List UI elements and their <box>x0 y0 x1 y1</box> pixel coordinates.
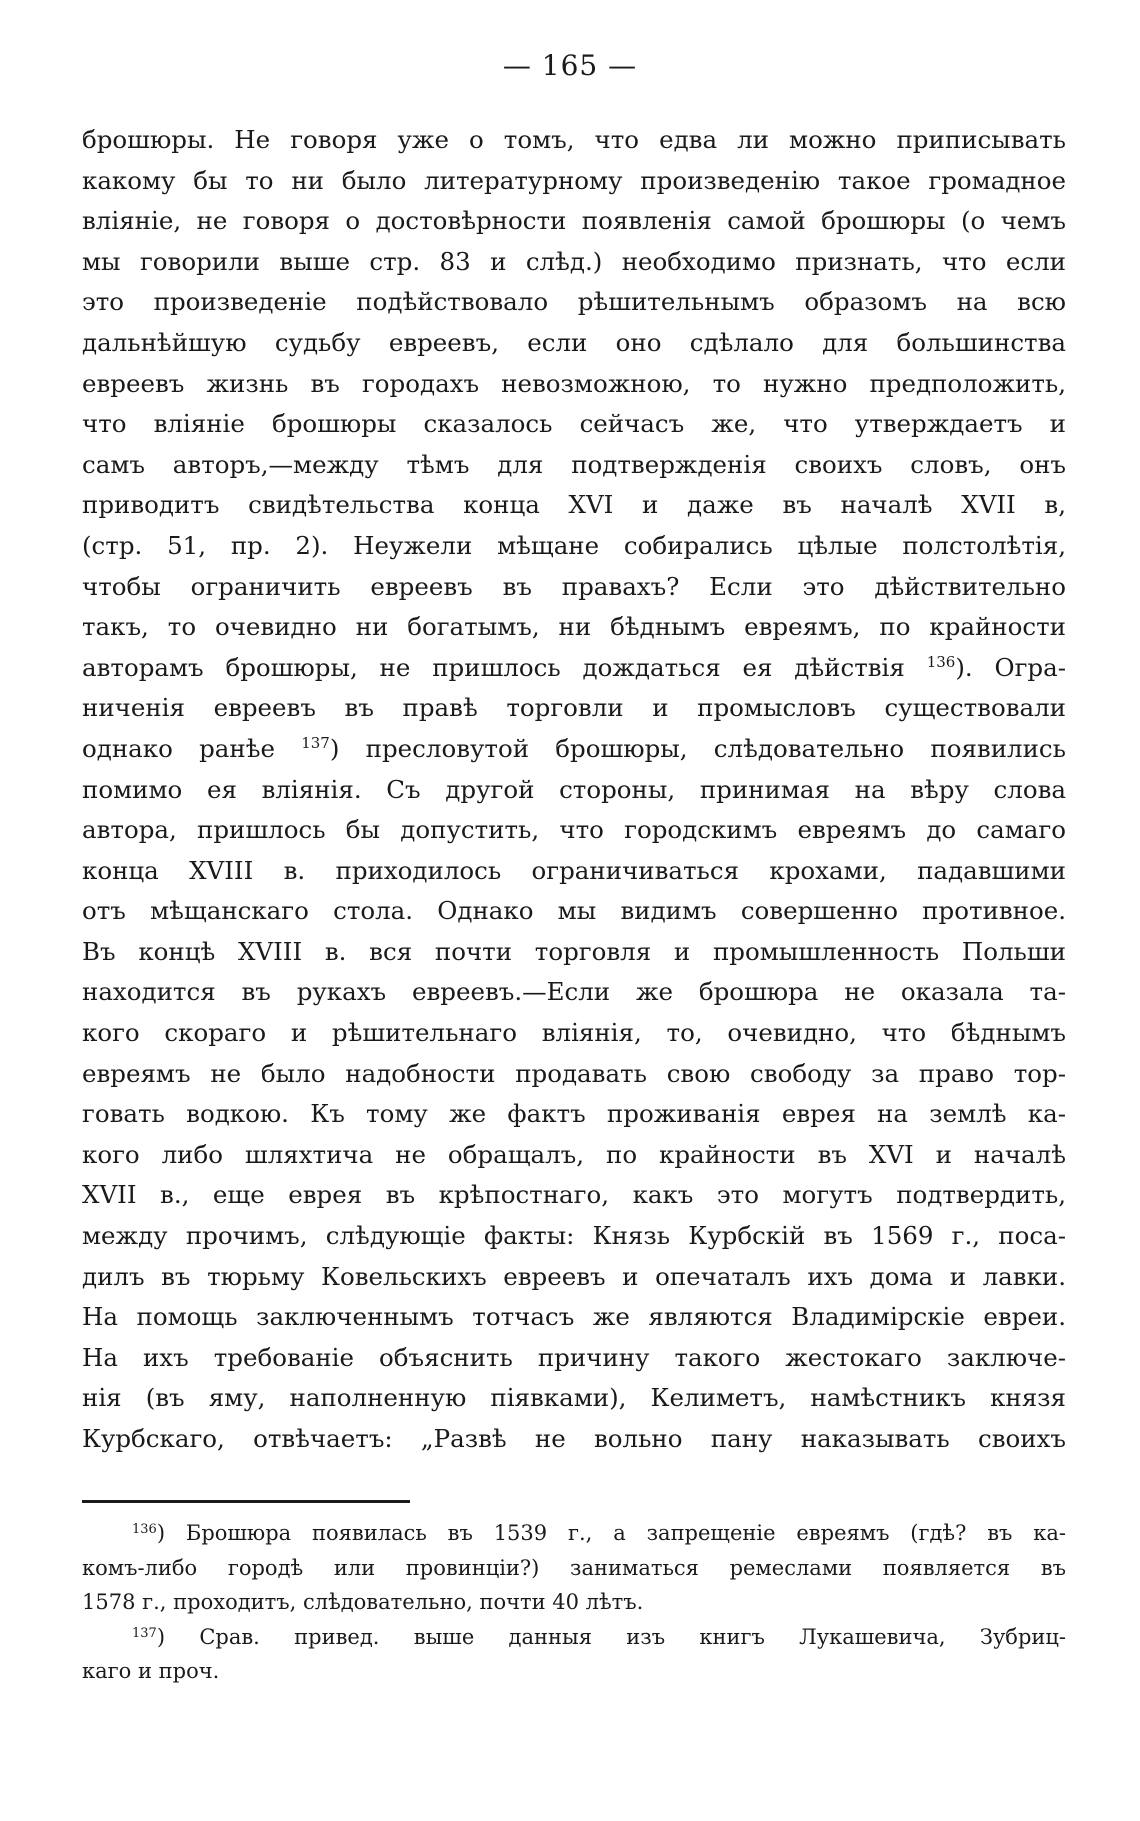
text-line: какому бы то ни было литературному произведенію такое громадное <box>82 165 1066 195</box>
text-line: евреямъ не было надобности продавать свою свободу за право тор- <box>82 1058 1066 1088</box>
text-line: между прочимъ, слѣдующіе факты: Князь Курбскій въ 1569 г., поса- <box>82 1221 1066 1251</box>
footnote-text: ) Срав. привед. выше данныя изъ книгъ Лукашевича, Зубриц- <box>156 1624 1066 1649</box>
footnotes-section <box>82 1516 1066 1689</box>
text-line-with-footnote-ref <box>82 729 1066 770</box>
footnote-ref-136[interactable]: 136 <box>926 652 956 671</box>
text-line: это произведеніе подѣйствовало рѣшительнымъ образомъ на всю <box>82 287 1066 317</box>
text-line: На помощь заключеннымъ тотчасъ же являются Владимірскіе евреи. <box>82 1302 1066 1332</box>
text-segment: однако ранѣе <box>82 733 302 763</box>
text-line: дальнѣйшую судьбу евреевъ, если оно сдѣлало для большинства <box>82 327 1066 357</box>
text-line: XVII в., еще еврея въ крѣпостнаго, какъ это могутъ подтвердить, <box>82 1180 1066 1210</box>
text-line: чтобы ограничить евреевъ въ правахъ? Если это дѣйствительно <box>82 571 1066 601</box>
text-segment: ) пресловутой брошюры, слѣдовательно появились <box>329 733 1066 763</box>
text-line: что вліяніе брошюры сказалось сейчасъ же, что утверждаетъ и <box>82 409 1066 439</box>
text-line: такъ, то очевидно ни богатымъ, ни бѣднымъ евреямъ, по крайности <box>82 612 1066 642</box>
text-line: евреевъ жизнь въ городахъ невозможною, то нужно предположить, <box>82 368 1066 398</box>
text-line: кого скораго и рѣшительнаго вліянія, то, очевидно, что бѣднымъ <box>82 1018 1066 1048</box>
footnote-text: 1578 г., проходитъ, слѣдовательно, почти 40 лѣтъ. <box>82 1590 644 1614</box>
text-line: мы говорили выше стр. 83 и слѣд.) необходимо признать, что если <box>82 246 1066 276</box>
text-line: помимо ея вліянія. Съ другой стороны, принимая на вѣру слова <box>82 774 1066 804</box>
text-line: конца XVIII в. приходилось ограничиваться крохами, падавшими <box>82 855 1066 885</box>
text-line: отъ мѣщанскаго стола. Однако мы видимъ совершенно противное. <box>82 896 1066 926</box>
footnote-divider <box>82 1500 410 1503</box>
text-line: На ихъ требованіе объяснить причину такого жестокаго заключе- <box>82 1342 1066 1372</box>
footnote-mark: 137 <box>132 1625 157 1641</box>
footnote-mark: 136 <box>132 1522 157 1537</box>
text-line: нія (въ яму, наполненную піявками), Келиметъ, намѣстникъ князя <box>82 1383 1066 1413</box>
text-line: кого либо шляхтича не обращалъ, по крайности въ XVI и началѣ <box>82 1139 1066 1169</box>
text-line: брошюры. Не говоря уже о томъ, что едва ли можно приписывать <box>82 125 1066 154</box>
text-line-with-footnote-ref <box>82 648 1066 689</box>
text-line: ниченія евреевъ въ правѣ торговли и промысловъ существовали <box>82 693 1066 723</box>
text-segment: авторамъ брошюры, не пришлось дождаться ея дѣйствія <box>82 652 927 682</box>
text-segment: ). Огра- <box>955 652 1066 682</box>
main-text <box>82 120 1066 1460</box>
footnote-136 <box>82 1516 1066 1551</box>
footnote-text: каго и проч. <box>82 1659 220 1683</box>
text-line: автора, пришлось бы допустить, что городскимъ евреямъ до самаго <box>82 815 1066 845</box>
text-line: Въ концѣ XVIII в. вся почти торговля и промышленность Польши <box>82 936 1066 966</box>
text-line: говать водкою. Къ тому же фактъ проживанія еврея на землѣ ка- <box>82 1099 1066 1129</box>
footnote-137 <box>82 1620 1066 1655</box>
text-line: находится въ рукахъ евреевъ.—Если же брошюра не оказала та- <box>82 977 1066 1007</box>
text-line: приводитъ свидѣтельства конца XVI и даже въ началѣ XVII в, <box>82 490 1066 520</box>
footnote-ref-137[interactable]: 137 <box>301 733 330 752</box>
text-line: вліяніе, не говоря о достовѣрности появленія самой брошюры (о чемъ <box>82 206 1066 236</box>
footnote-text: ) Брошюра появилась въ 1539 г., а запрещеніе евреямъ (гдѣ? въ ка- <box>156 1521 1066 1545</box>
footnote-text: комъ-либо городѣ или провинціи?) заниматься ремеслами появляется въ <box>82 1555 1066 1580</box>
text-line: дилъ въ тюрьму Ковельскихъ евреевъ и опечаталъ ихъ дома и лавки. <box>82 1261 1066 1291</box>
text-line: (стр. 51, пр. 2). Неужели мѣщане собирались цѣлые полстолѣтія, <box>82 530 1066 560</box>
page-number: — 165 — <box>502 49 638 82</box>
text-line: Курбскаго, отвѣчаетъ: „Развѣ не вольно пану наказывать своихъ <box>82 1424 1066 1453</box>
text-line: самъ авторъ,—между тѣмъ для подтвержденія своихъ словъ, онъ <box>82 449 1066 479</box>
